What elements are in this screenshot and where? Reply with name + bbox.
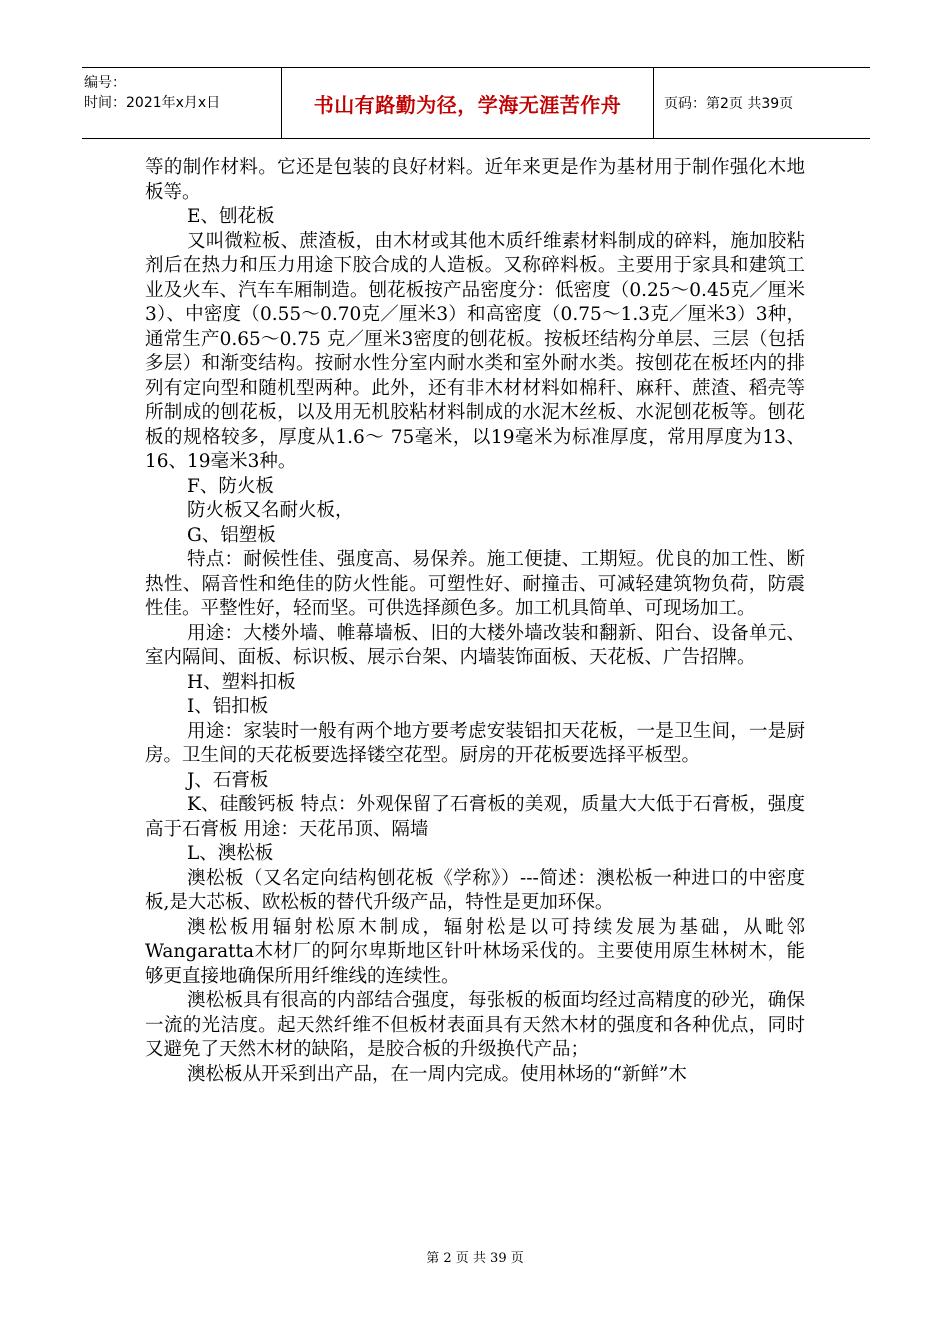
paragraph: 澳松板（又名定向结构刨花板《学称》）---简述：澳松板一种进口的中密度板,是大芯板、欧松板的替代升级产品，特性是更加环保。 (145, 867, 805, 913)
paragraph: 澳松板从开采到出产品，在一周内完成。使用林场的“新鲜”木 (187, 1063, 687, 1085)
paragraph: K、硅酸钙板 特点：外观保留了石膏板的美观，质量大大低于石膏板，强度高于石膏板 用途：天花吊顶、隔墙 (145, 794, 805, 840)
header-meta (82, 68, 282, 138)
paragraph: 澳松板具有很高的内部结合强度，每张板的板面均经过高精度的砂光，确保一流的光洁度。起天然纤维不但板材表面具有天然木材的强度和各种优点，同时又避免了天然木材的缺陷，是胶合板的升级换代产品； (145, 990, 805, 1060)
paragraph: 澳松板用辐射松原木制成，辐射松是以可持续发展为基础，从毗邻Wangaratta木材厂的阿尔卑斯地区针叶林场采伐的。主要使用原生林树木，能够更直接地确保所用纤维线的连续性。 (145, 916, 805, 987)
page-header (82, 67, 870, 139)
document-body (145, 156, 805, 1087)
paragraph: 用途：大楼外墙、帷幕墙板、旧的大楼外墙改装和翻新、阳台、设备单元、室内隔间、面板、标识板、展示台架、内墙装饰面板、天花板、广告招牌。 (145, 622, 805, 668)
section-heading: I、铝扣板 (187, 696, 269, 717)
number-label: 编号： (84, 75, 126, 91)
paragraph: 用途：家装时一般有两个地方要考虑安装铝扣天花板，一是卫生间，一是厨房。卫生间的天花板要选择镂空花型。厨房的开花板要选择平板型。 (145, 720, 805, 766)
header-page-label: 页码：第2页 共39页 (664, 96, 794, 112)
section-heading: H、塑料扣板 (187, 671, 296, 693)
section-heading: L、澳松板 (187, 843, 274, 864)
section-heading: F、防火板 (187, 475, 274, 497)
page-footer: 第 2 页 共 39 页 (426, 1251, 524, 1266)
section-heading: E、刨花板 (187, 206, 275, 227)
paragraph: 特点：耐候性佳、强度高、易保养。施工便捷、工期短。优良的加工性、断热性、隔音性和绝佳的防火性能。可塑性好、耐撞击、可减轻建筑物负荷，防震性佳。平整性好，轻而坚。可供选择颜色多。加工机具简单、可现场加工。 (145, 549, 805, 619)
header-motto: 书山有路勤为径，学海无涯苦作舟 (282, 68, 654, 138)
date-label: 时间：2021年x月x日 (84, 95, 221, 111)
section-heading: J、石膏板 (187, 769, 269, 791)
paragraph: 等的制作材料。它还是包装的良好材料。近年来更是作为基材用于制作强化木地板等。 (145, 157, 805, 203)
section-heading: G、铝塑板 (187, 524, 276, 546)
paragraph: 又叫微粒板、蔗渣板，由木材或其他木质纤维素材料制成的碎料，施加胶粘剂后在热力和压力用途下胶合成的人造板。又称碎料板。主要用于家具和建筑工业及火车、汽车车厢制造。刨花板按产品密度分：低密度（0.25～0.45克／厘米3）、中密度（0.55～0.70克／厘米3）和高密度（0.75～1.3克／厘米3）3种，通常生产0.65～0.75 克／厘米3密度的刨花板。按板坯结构分单层、三层（包括多层）和渐变结构。按耐水性分室内耐水类和室外耐水类。按刨花在板坯内的排列有定向型和随机型两种。此外，还有非木材材料如棉秆、麻秆、蔗渣、稻壳等所制成的刨花板，以及用无机胶粘材料制成的水泥木丝板、水泥刨花板等。刨花板的规格较多，厚度从1.6～ 75毫米，以19毫米为标准厚度，常用厚度为13、16、19毫米3种。 (145, 230, 805, 472)
paragraph: 防火板又名耐火板， (187, 500, 354, 521)
